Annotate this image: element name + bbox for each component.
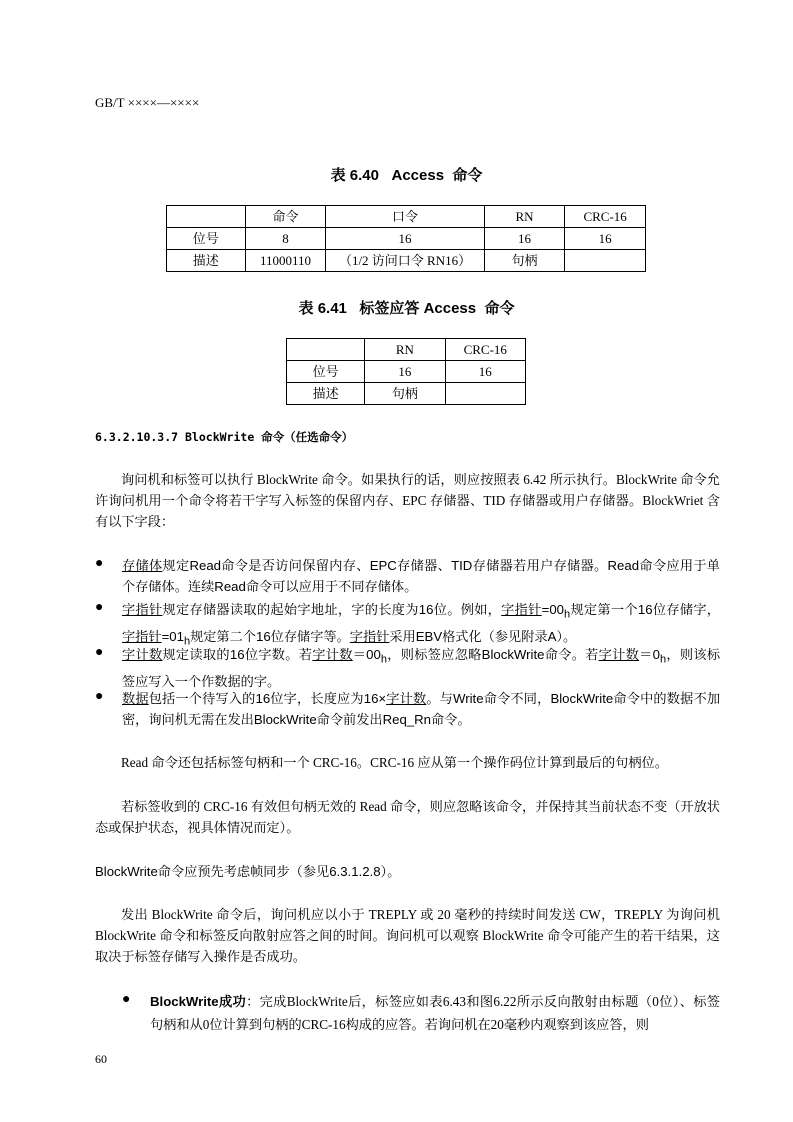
table-cell: （1/2 访问口令 RN16） [326,250,484,272]
paragraph-read-crc: Read 命令还包括标签句柄和一个 CRC-16。CRC-16 应从第一个操作码位计算到最后的句柄位。 [121,755,668,770]
table-cell: 描述 [167,250,246,272]
term-word-count: 字计数 [312,647,353,662]
table-cell: 16 [365,361,445,383]
bullet-text: ＝00 [352,647,381,662]
term-word-count: 字计数 [122,647,163,662]
table-row [287,361,526,383]
subscript-h: h [564,608,571,621]
bullet-dot-icon: ● [95,600,104,615]
standard-header: GB/T ××××—×××× [95,95,200,110]
bullet-dot-icon: ● [95,645,104,660]
bullet-text: 采用EBV格式化（参见附录A）。 [389,628,577,644]
bullet-word-count [122,644,720,692]
table-cell: 16 [445,361,525,383]
table-6-41-caption: 表 6.41 标签应答 Access 命令 [298,300,515,317]
paragraph-invalid-handle: 若标签收到的 CRC-16 有效但句柄无效的 Read 命令，则应忽略该命令，并保持其当前状态不变（开放状态或保护状态，视具体情况而定）。 [95,799,720,835]
bullet-dot-icon: ● [122,992,131,1007]
table-header-cell: 口令 [326,206,484,228]
table-cell: 位号 [287,361,365,383]
table-cell: 16 [326,228,484,250]
subscript-h: h [659,653,667,666]
table-row [287,383,526,405]
access-command-table [166,205,646,272]
bullet-text: ，则该标签应写入一个作数据的字。 [122,647,721,689]
bullet-text: ＝0 [639,647,660,662]
term-word-count: 字计数 [386,691,427,706]
table-cell: 句柄 [365,383,445,405]
table-6-40-caption: 表 6.40 Access 命令 [330,167,483,184]
table-header-row [287,339,526,361]
bullet-text: 规定存储器读取的起始字地址，字的长度为16位。例如， [162,602,502,617]
table-row [167,228,646,250]
bullet-dot-icon: ● [95,689,104,704]
term-memory-bank: 存储体 [122,558,163,573]
table-header-cell [287,339,365,361]
bullet-text: 规定Read命令是否访问保留内存、EPC存储器、TID存储器若用户存储器。Read命令应用于单个存储体。连续Read命令可以应用于不同存储体。 [122,558,720,594]
table-cell: 位号 [167,228,246,250]
bullet-text: 。与Write命令不同，BlockWrite命令中的数据不加密，询问机无需在发出BlockWrite命令前发出Req_Rn命令。 [122,691,721,727]
bullet-text: ，则标签应忽略BlockWrite命令。若 [386,647,599,662]
paragraph-intro: 询问机和标签可以执行 BlockWrite 命令。如果执行的话，则应按照表 6.42 所示执行。BlockWrite 命令允许询问机用一个命令将若干字写入标签的保留内存、EPC 存储器、TID 存储器或用户存储器。BlockWriet 含有以下字段： [95,472,720,529]
paragraph-frame-sync: BlockWrite命令应预先考虑帧同步（参见6.3.1.2.8）。 [95,864,401,879]
blockwrite-success-label: BlockWrite成功 [150,994,247,1009]
table-cell: 16 [484,228,565,250]
bullet-text: ：完成BlockWrite后，标签应如表6.43和图6.22所示反向散射由标题（0位）、标签句柄和从0位计算到句柄的CRC-16构成的应答。若询问机在20毫秒内观察到该应答，则 [150,994,720,1032]
bullet-blockwrite-success [150,990,720,1036]
table-cell [445,383,525,405]
paragraph-treply: 发出 BlockWrite 命令后，询问机应以小于 TREPLY 或 20 毫秒的持续时间发送 CW，TREPLY 为询问机 BlockWrite 命令和标签反向散射应答之间的时间。询问机可以观察 BlockWrite 命令可能产生的若干结果，这取决于标签存储写入操作是否成功。 [95,907,720,964]
term-data: 数据 [122,691,149,706]
table-cell [565,250,646,272]
subscript-h: h [380,653,387,666]
page-number: 60 [95,1052,107,1066]
bullet-dot-icon: ● [95,556,104,571]
term-word-count: 字计数 [598,647,640,662]
bullet-data [122,688,720,730]
bullet-text: =00 [541,602,565,617]
term-word-pointer: 字指针 [501,602,542,617]
table-row [167,250,646,272]
term-word-pointer: 字指针 [122,628,162,644]
subscript-h: h [183,635,191,648]
table-header-cell: RN [484,206,565,228]
table-cell: 16 [565,228,646,250]
term-word-pointer: 字指针 [349,628,390,644]
section-heading: 6.3.2.10.3.7 BlockWrite 命令（任选命令） [95,430,354,444]
bullet-text: =01 [161,628,184,644]
table-header-cell: CRC-16 [445,339,525,361]
table-cell: 描述 [287,383,365,405]
table-header-cell: CRC-16 [565,206,646,228]
bullet-text: 规定第一个16位存储字， [570,602,720,617]
table-header-cell: 命令 [245,206,326,228]
table-cell: 句柄 [484,250,565,272]
term-word-pointer: 字指针 [122,602,163,617]
bullet-text: 包括一个待写入的16位字，长度应为16× [148,691,387,706]
table-header-row [167,206,646,228]
table-cell: 11000110 [245,250,326,272]
table-header-cell [167,206,246,228]
table-cell: 8 [245,228,326,250]
bullet-memory-bank [122,555,720,597]
bullet-text: 规定读取的16位字数。若 [162,647,313,662]
bullet-text: 规定第二个16位存储字等。 [190,628,350,644]
tag-reply-table [286,338,526,405]
table-header-cell: RN [365,339,445,361]
